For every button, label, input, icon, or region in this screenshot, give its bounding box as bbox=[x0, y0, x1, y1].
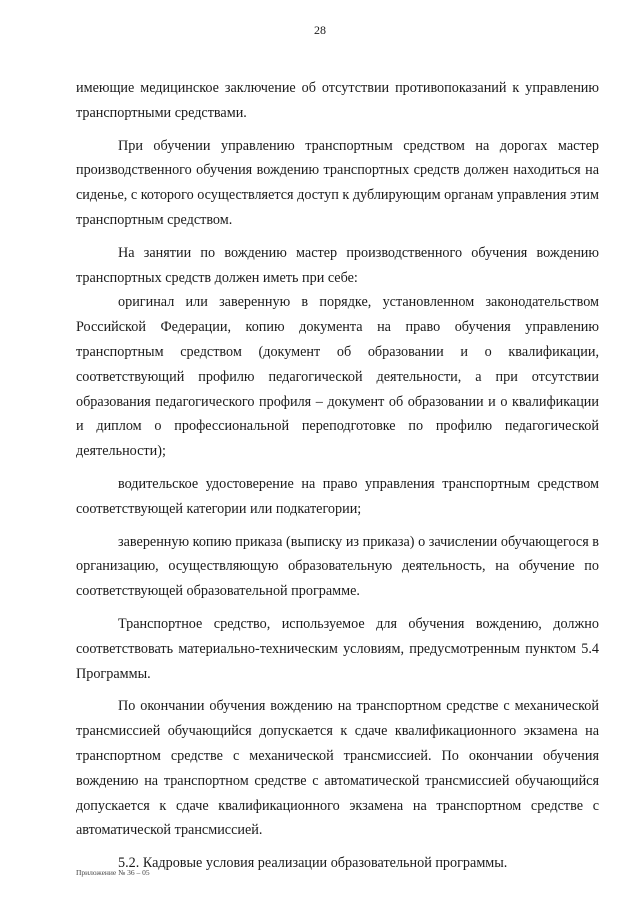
page-number: 28 bbox=[314, 23, 326, 37]
paragraph-continuation: имеющие медицинское заключение об отсутствии противопоказаний к управлению транспортными средствами. bbox=[76, 80, 599, 121]
paragraph-instructor-seat: При обучении управлению транспортным средством на дорогах мастер производственного обучения вождению транспортных средств должен находиться на сиденье, с которого осуществляется доступ к дублирующим органам управления этим транспортным средством. bbox=[76, 137, 599, 228]
paragraph-transmission-exam: По окончании обучения вождению на транспортном средстве с механической трансмиссией обучающийся допускается к сдаче квалификационного экзамена на транспортном средстве с механической трансмиссией. По окончании обучения вождению на транспортном средстве с автоматической трансмиссией обучающийся допускается к сдаче квалификационного экзамена на транспортном средстве с автоматической трансмиссией. bbox=[76, 698, 599, 839]
paragraph-driver-license: водительское удостоверение на право управления транспортным средством соответствующей категории или подкатегории; bbox=[76, 475, 599, 517]
paragraph-enrollment-order: заверенную копию приказа (выписку из приказа) о зачислении обучающегося в организацию, осуществляющую образовательную деятельность, на обучение по соответствующей образовательной программе. bbox=[76, 533, 599, 600]
paragraph-instructor-documents-intro: На занятии по вождению мастер производственного обучения вождению транспортных средств должен иметь при себе: bbox=[76, 244, 599, 286]
paragraph-original-document: оригинал или заверенную в порядке, установленном законодательством Российской Федерации, копию документа на право обучения управлению транспортным средством (документ об образовании и о квалификации, соответствующий профилю педагогической деятельности, а при отсутствии образования педагогического профиля – документ об образовании и о квалификации и диплом о профессиональной переподготовке по профилю педагогической деятельности); bbox=[76, 294, 599, 460]
section-heading-staffing: 5.2. Кадровые условия реализации образовательной программы. bbox=[118, 855, 508, 872]
footer-appendix-label: Приложение № 36 – 05 bbox=[76, 868, 150, 877]
document-body bbox=[76, 76, 599, 884]
paragraph-vehicle-requirements: Транспортное средство, используемое для обучения вождению, должно соответствовать материально-техническим условиям, предусмотренным пунктом 5.4 Программы. bbox=[76, 615, 599, 682]
